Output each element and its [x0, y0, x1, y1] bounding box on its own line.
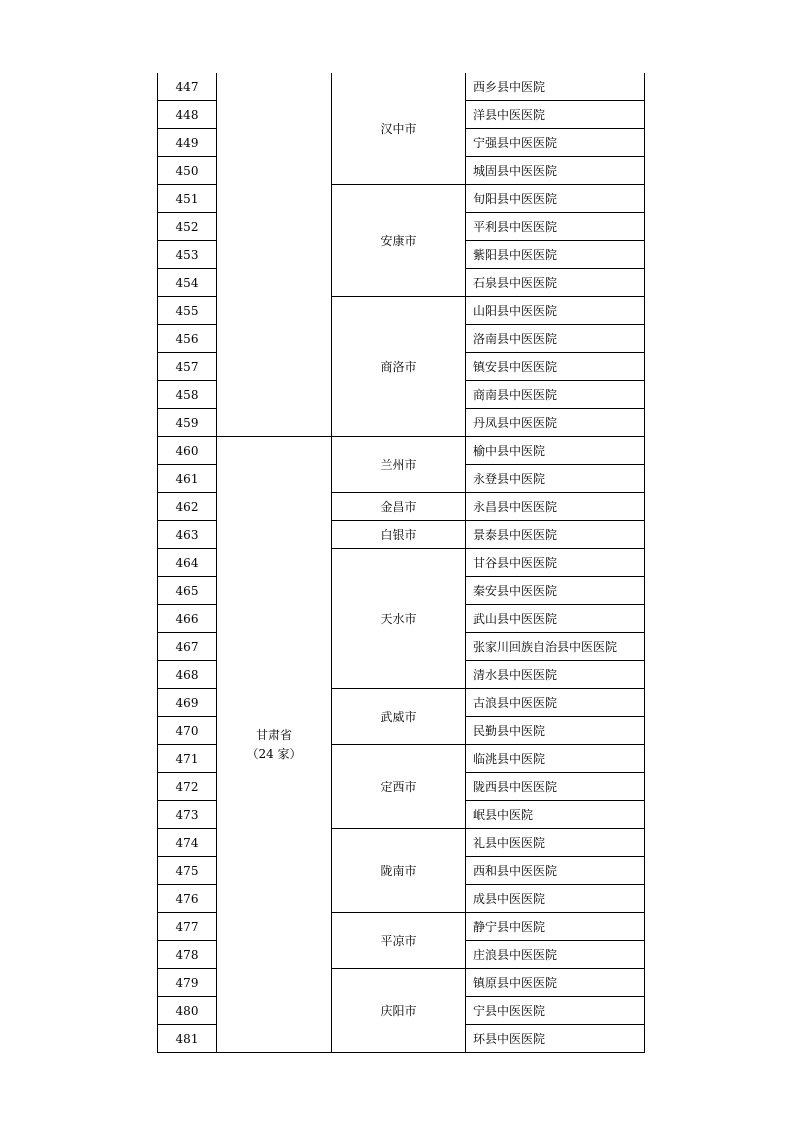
province-count: （24 家） — [246, 747, 302, 761]
row-number: 461 — [158, 465, 217, 493]
hospital-name: 岷县中医院 — [466, 801, 645, 829]
province-cell — [217, 437, 332, 1053]
row-number: 452 — [158, 213, 217, 241]
hospital-name: 礼县中医医院 — [466, 829, 645, 857]
province-name: 甘肃省 — [255, 728, 292, 742]
row-number: 480 — [158, 997, 217, 1025]
hospital-name: 成县中医医院 — [466, 885, 645, 913]
hospital-name: 民勤县中医院 — [466, 717, 645, 745]
hospital-name: 静宁县中医院 — [466, 913, 645, 941]
city-name: 天水市 — [332, 549, 466, 689]
row-number: 456 — [158, 325, 217, 353]
hospital-name: 永登县中医院 — [466, 465, 645, 493]
row-number: 450 — [158, 157, 217, 185]
hospital-name: 西和县中医医院 — [466, 857, 645, 885]
row-number: 453 — [158, 241, 217, 269]
hospital-name: 镇安县中医医院 — [466, 353, 645, 381]
hospital-name: 景泰县中医医院 — [466, 521, 645, 549]
row-number: 464 — [158, 549, 217, 577]
table-row — [158, 437, 645, 465]
row-number: 466 — [158, 605, 217, 633]
hospital-name: 丹凤县中医医院 — [466, 409, 645, 437]
row-number: 463 — [158, 521, 217, 549]
row-number: 468 — [158, 661, 217, 689]
hospital-name: 陇西县中医医院 — [466, 773, 645, 801]
row-number: 467 — [158, 633, 217, 661]
city-name: 金昌市 — [332, 493, 466, 521]
hospital-name: 镇原县中医医院 — [466, 969, 645, 997]
hospital-name: 环县中医医院 — [466, 1025, 645, 1053]
row-number: 473 — [158, 801, 217, 829]
city-name: 安康市 — [332, 185, 466, 297]
row-number: 457 — [158, 353, 217, 381]
hospital-name: 榆中县中医院 — [466, 437, 645, 465]
row-number: 475 — [158, 857, 217, 885]
city-name: 汉中市 — [332, 73, 466, 185]
row-number: 449 — [158, 129, 217, 157]
hospital-name: 石泉县中医医院 — [466, 269, 645, 297]
row-number: 477 — [158, 913, 217, 941]
row-number: 455 — [158, 297, 217, 325]
row-number: 481 — [158, 1025, 217, 1053]
hospital-name: 永昌县中医医院 — [466, 493, 645, 521]
hospital-name: 宁强县中医医院 — [466, 129, 645, 157]
row-number: 462 — [158, 493, 217, 521]
hospital-name: 西乡县中医院 — [466, 73, 645, 101]
row-number: 465 — [158, 577, 217, 605]
city-name: 兰州市 — [332, 437, 466, 493]
hospital-name: 张家川回族自治县中医医院 — [466, 633, 645, 661]
hospital-table — [157, 73, 645, 1053]
province-cell — [217, 73, 332, 437]
hospital-name: 旬阳县中医医院 — [466, 185, 645, 213]
hospital-name: 平利县中医医院 — [466, 213, 645, 241]
hospital-name: 古浪县中医医院 — [466, 689, 645, 717]
row-number: 469 — [158, 689, 217, 717]
row-number: 448 — [158, 101, 217, 129]
hospital-name: 临洮县中医院 — [466, 745, 645, 773]
hospital-name: 洋县中医医院 — [466, 101, 645, 129]
hospital-name: 武山县中医医院 — [466, 605, 645, 633]
hospital-name: 庄浪县中医医院 — [466, 941, 645, 969]
hospital-name: 秦安县中医医院 — [466, 577, 645, 605]
row-number: 476 — [158, 885, 217, 913]
row-number: 459 — [158, 409, 217, 437]
row-number: 478 — [158, 941, 217, 969]
city-name: 商洛市 — [332, 297, 466, 437]
hospital-name: 城固县中医医院 — [466, 157, 645, 185]
city-name: 武威市 — [332, 689, 466, 745]
city-name: 定西市 — [332, 745, 466, 829]
hospital-name: 宁县中医医院 — [466, 997, 645, 1025]
hospital-name: 商南县中医医院 — [466, 381, 645, 409]
city-name: 陇南市 — [332, 829, 466, 913]
row-number: 454 — [158, 269, 217, 297]
hospital-name: 紫阳县中医医院 — [466, 241, 645, 269]
hospital-name: 清水县中医医院 — [466, 661, 645, 689]
hospital-name: 甘谷县中医医院 — [466, 549, 645, 577]
city-name: 庆阳市 — [332, 969, 466, 1053]
hospital-name: 洛南县中医医院 — [466, 325, 645, 353]
city-name: 白银市 — [332, 521, 466, 549]
hospital-name: 山阳县中医医院 — [466, 297, 645, 325]
row-number: 474 — [158, 829, 217, 857]
city-name: 平凉市 — [332, 913, 466, 969]
row-number: 471 — [158, 745, 217, 773]
row-number: 472 — [158, 773, 217, 801]
row-number: 451 — [158, 185, 217, 213]
row-number: 447 — [158, 73, 217, 101]
row-number: 470 — [158, 717, 217, 745]
row-number: 460 — [158, 437, 217, 465]
table-row — [158, 73, 645, 101]
row-number: 458 — [158, 381, 217, 409]
row-number: 479 — [158, 969, 217, 997]
